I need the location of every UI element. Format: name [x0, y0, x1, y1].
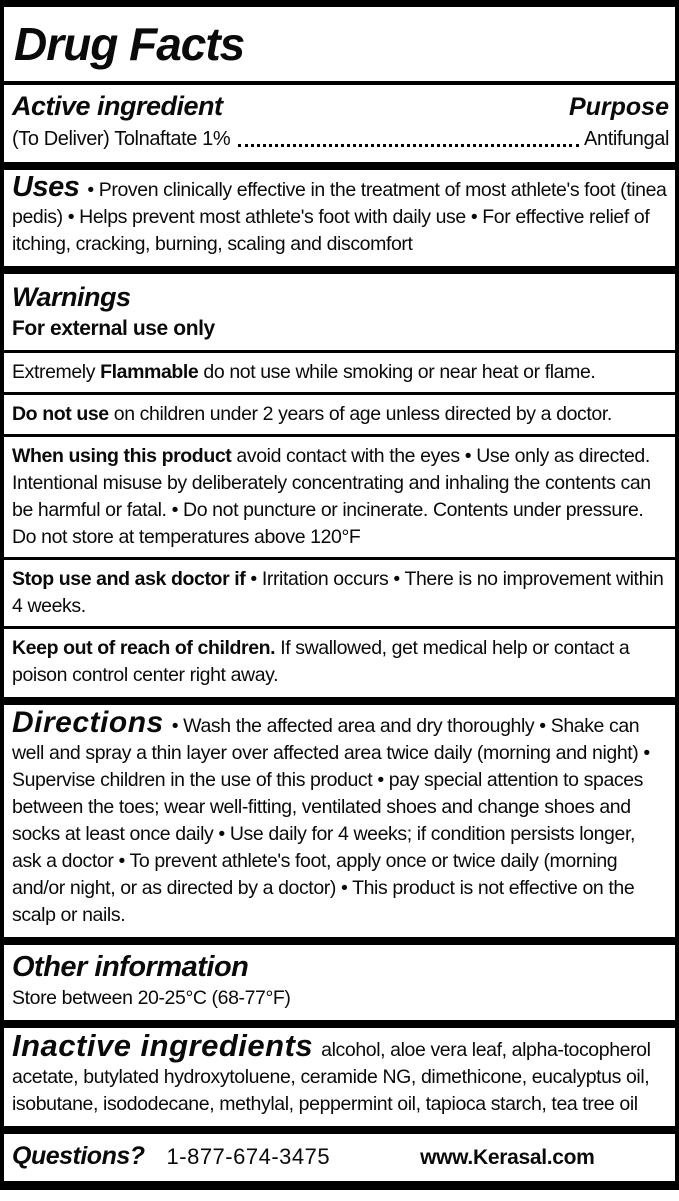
warnings-heading: Warnings — [12, 282, 131, 312]
other-information-heading: Other information — [12, 951, 249, 983]
warnings-divider — [4, 350, 675, 353]
section-inactive-ingredients — [0, 1028, 679, 1126]
children-under-2-rest: on children under 2 years of age unless directed by a doctor. — [108, 403, 612, 425]
when-using-rest: avoid contact with the eyes • Use only as directed. Intentional misuse by deliberately concentrating and inhaling the contents can be harmful or fatal. • Do not puncture or incinerate. Contents under pressure. Do not store at temperatures above 120°F — [12, 445, 651, 548]
section-other-information — [0, 945, 679, 1020]
active-ingredient-name: (To Deliver) Tolnaftate 1% — [12, 128, 231, 150]
flammable-statement — [12, 359, 669, 386]
section-warnings — [0, 274, 679, 697]
stop-use-bold: Stop use and ask doctor if — [12, 568, 246, 590]
active-ingredient-row — [12, 122, 669, 154]
keep-out-rest: If swallowed, get medical help or contact a poison control center right away. — [12, 637, 630, 686]
warnings-divider — [4, 557, 675, 560]
section-title-active-ingredient — [0, 7, 679, 162]
uses-body: • Proven clinically effective in the treatment of most athlete's foot (tinea pedis) • Helps prevent most athlete's foot with daily use • For effective relief of itching, cracking, burning, scaling and discomfort — [12, 179, 667, 255]
questions-phone: 1-877-674-3475 — [166, 1144, 331, 1169]
warnings-divider — [4, 434, 675, 437]
stop-use-statement — [12, 566, 669, 620]
purpose-heading: Purpose — [568, 93, 669, 121]
warnings-divider — [4, 626, 675, 629]
questions-row — [12, 1138, 669, 1173]
flammable-prefix: Extremely — [12, 361, 101, 383]
questions-heading: Questions? — [12, 1142, 145, 1170]
uses-paragraph — [12, 171, 669, 258]
dotted-leader — [238, 144, 579, 147]
external-use-statement: For external use only — [12, 317, 215, 340]
directions-heading: Directions — [12, 706, 164, 739]
children-under-2-statement — [12, 401, 669, 428]
directions-paragraph — [12, 706, 669, 929]
inactive-ingredients-body: alcohol, aloe vera leaf, alpha-tocopherol acetate, butylated hydroxytoluene, ceramide NG, dimethicone, eucalyptus oil, isobutane, isododecane, methylal, peppermint oil, tapioca starch, tea tree oil — [12, 1039, 651, 1115]
directions-body: • Wash the affected area and dry thoroughly • Shake can well and spray a thin layer over affected area twice daily (morning and night) • Supervise children in the use of this product • pay special attention to spaces between the toes; wear well-fitting, ventilated shoes and change shoes and socks at least once daily • Use daily for 4 weeks; if condition persists longer, ask a doctor • To prevent athlete's foot, apply once or twice daily (morning and/or night, or as directed by a doctor) • This product is not effective on the scalp or nails. — [12, 715, 650, 926]
section-questions — [0, 1134, 679, 1181]
section-uses — [0, 170, 679, 266]
children-under-2-bold: Do not use — [12, 403, 109, 425]
warnings-divider — [4, 392, 675, 395]
keep-out-bold: Keep out of reach of children. — [12, 637, 276, 659]
inactive-ingredients-heading: Inactive ingredients — [12, 1028, 314, 1063]
stop-use-rest: • Irritation occurs • There is no improvement within 4 weeks. — [12, 568, 664, 617]
section-directions — [0, 705, 679, 937]
inactive-ingredients-paragraph — [12, 1028, 669, 1118]
keep-out-statement — [12, 635, 669, 689]
purpose-value: Antifungal — [584, 128, 669, 150]
flammable-bold: Flammable — [100, 361, 199, 383]
active-ingredient-header-row — [12, 85, 669, 122]
when-using-statement — [12, 443, 669, 551]
when-using-bold: When using this product — [12, 445, 232, 467]
drug-facts-title: Drug Facts — [14, 18, 245, 70]
uses-heading: Uses — [12, 171, 80, 203]
other-information-body: Store between 20-25°C (68-77°F) — [12, 987, 291, 1009]
flammable-rest: do not use while smoking or near heat or flame. — [198, 361, 596, 383]
questions-website: www.Kerasal.com — [420, 1146, 595, 1169]
active-ingredient-heading: Active ingredient — [12, 91, 223, 121]
